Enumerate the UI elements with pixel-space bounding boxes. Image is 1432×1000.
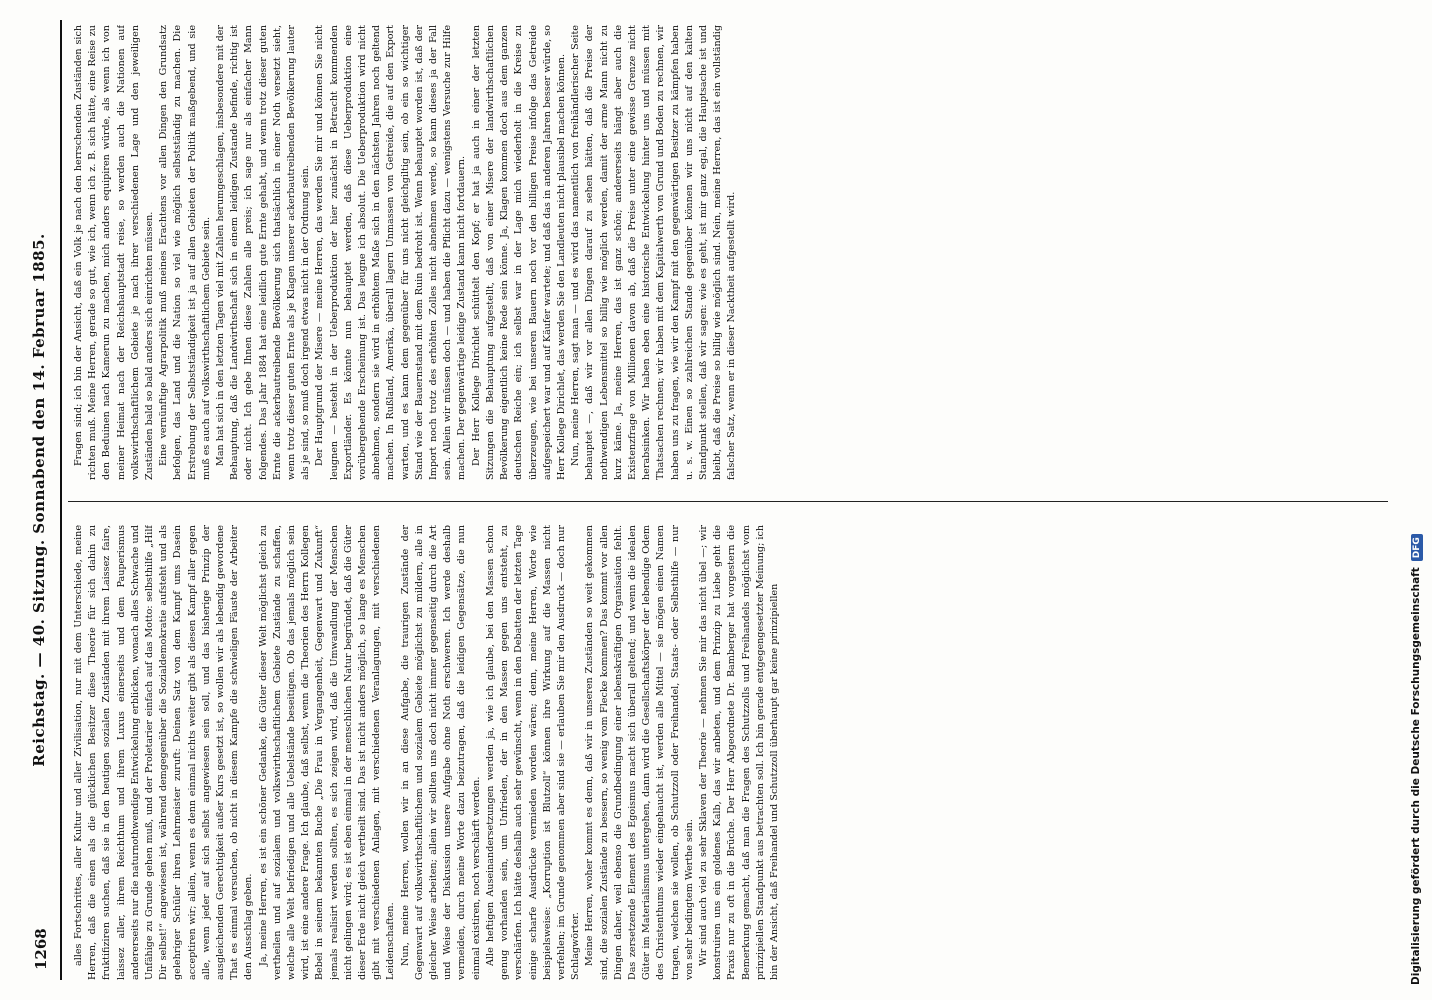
rotated-page-content: [20, 20, 1400, 980]
dfg-logo-badge: DFG: [1411, 534, 1423, 561]
paragraph: Eine vernünftige Agrarpolitik muß meines Erachtens vor allen Dingen den Grundsatz befolgen, das Land und die Nation so viel wie möglich selbstständig zu machen. Die Erstrebung der Selbstständigkeit ist ja auf allen Gebieten der Politik maßgebend, und sie muß es auch auf volkswirthschaftlichem Gebiete sein.: [158, 25, 212, 480]
paragraph: Nun, meine Herren, wollen wir in an diese Aufgabe, die traurigen Zustände der Gegenwart auf volkswirthschaftlichem und sozialem Gebiete möglichst zu mildern, alle in gleicher Weise arbeiten; allein wir sollten uns doch nicht immer gegenseitig durch die Art und Weise der Diskussion unsere Aufgabe ohne Noth erschweren. Ich werde deshalb vermeiden, durch meine Worte dazu beizutragen, daß die leidigen Gegensätze, die nun einmal existiren, noch verschärft werden.: [399, 525, 482, 980]
funding-note-text: Digitalisierung gefördert durch die Deutsche Forschungsgemeinschaft: [1410, 567, 1422, 985]
paragraph: Man hat sich in den letzten Tagen viel mit Zahlen herumgeschlagen, insbesondere mit der Behauptung, daß die Landwirthschaft sich in einem leidigen Zustande befinde, richtig ist oder nicht. Ich gebe Ihnen diese Zahlen alle preis; ich sage nur als einfacher Mann folgendes. Das Jahr 1884 hat eine leidlich gute Ernte gehabt, und wenn trotz dieser guten Ernte die ackerbautreibende Bevölkerung sich thatsächlich in einer Noth versetzt sieht, wenn trotz dieser guten Ernte als je Klagen unserer ackerbautreibenden Bevölkerung lauter als je sind, so muß doch irgend etwas nicht in der Ordnung sein.: [215, 25, 312, 480]
text-column-left: [72, 525, 1392, 980]
paragraph: Der Herr Kollege Dirichlet schüttelt den Kopf; er hat ja auch in einer der letzten Sitzungen die Behauptung aufgestellt, daß von einer Misere der landwirthschaftlichen Bevölkerung eigentlich keine Rede sein könne. Ja, Klagen kommen doch aus dem ganzen deutschen Reiche ein; ich selbst war in der Lage mich wiederholt in die Kreise zu überzeugen, wie bei unseren Bauern noch vor den billigen Preise infolge das Getreide aufgespeichert war und auf Käufer wartete; und daß das in anderen Jahren besser würde, so Herr Kollege Dirichlet, das werden Sie den Landleuten nicht plausibel machen können.: [470, 25, 567, 480]
paragraph: Meine Herren, woher kommt es denn, daß wir in unseren Zuständen so weit gekommen sind, die sozialen Zustände zu bessern, so wenig vom Flecke kommen? Das kommt vor allen Dingen daher, weil ebenso die Grundbedingung einer lebenskräftigen Organisation fehlt. Das zersetzende Element des Egoismus macht sich überall geltend; und wenn die idealen Güter im Materialismus untergehen, dann wird die Gesellschaftskörper der lebendige Odem des Christenthums wieder eingehaucht ist, werden alle Mittel — sie mögen einen Namen tragen, welchen sie wollen, ob Schutzzoll oder Freihandel, Staats- oder Selbsthilfe — nur von sehr bedingtem Werthe sein.: [584, 525, 695, 980]
paragraph: Wir sind auch viel zu sehr Sklaven der Theorie — nehmen Sie mir das nicht übel —; wir konstruiren uns ein goldenes Kalb, das wir anbeten, und dem Prinzip zu Liebe geht die Praxis nur zu oft in die Brüche. Der Herr Abgeordnete Dr. Bamberger hat vorgestern die Bemerkung gemacht, daß man die Fragen des Schutzzolls und Freihandels möglichst vom prinzipiellen Standpunkt aus betrachten soll. Ich bin gerade entgegengesetzter Meinung; ich bin der Ansicht, daß Freihandel und Schutzzoll überhaupt gar keine prinzipiellen: [697, 525, 780, 980]
paragraph: alles Fortschrittes, aller Kultur und aller Zivilisation, nur mit dem Unterschiede, meine Herren, daß die einen als die glücklichen Besitzer diese Theorie für sich dahin zu fruktifiziren suchen, daß sie in den heutigen sozialen Zuständen mit ihrem Laissez faire, laissez aller, ihrem Reichthum und ihrem Luxus einerseits und dem Pauperismus andererseits nur die naturnothwendige Entwickelung erblicken, wonach alles Schwache und Unfähige zu Grunde gehen muß, und der Proletarier einfach auf das Motto: selbsthilfe „Hilf Dir selbst!“ angewiesen ist, während demgegenüber die Sozialdemokratie aufsteht und als gelehriger Schüler ihren Lehrmeister zuruft: Deinen Satz von dem Kampf ums Dasein acceptiren wir; allein, wenn es denn einmal nichts weiter gibt als diesen Kampf aller gegen alle, wenn jeder auf sich selbst angewiesen sein soll, und das bisherige Prinzip der ausgleichenden Gerechtigkeit außer Kurs gesetzt ist, so wollen wir als lebendig gewordene That es einmal versuchen, ob nicht in diesem Kampfe die schwieligen Fäuste der Arbeiter den Ausschlag geben.: [73, 525, 255, 980]
funding-strip: [1405, 0, 1432, 1000]
paragraph: Der Hauptgrund der Misere — meine Herren, das werden Sie mir und können Sie nicht leugnen — besteht in der Ueberproduktion der hier zunächst in Betracht kommenden Exportländer. Es könnte nun behauptet werden, daß diese Ueberproduktion eine vorübergehende Erscheinung ist. Das leugne ich absolut. Die Ueberproduktion wird nicht abnehmen, sondern sie wird in erhöhtem Maße sich in den nächsten Jahren noch geltend machen. In Rußland, Amerika, überall lagern Unmassen von Getreide, die auf den Export warten, und es kann dem gegenüber für uns nicht gleichgiltig sein, ob ein so wichtiger Stand wie der Bauernstand mit dem Ruin bedroht ist. Wenn behauptet worden ist, daß der Import noch trotz des erhöhten Zolles nicht abnehmen werde, so kann dieses ja der Fall sein. Allein wir müssen doch — und haben die Pflicht dazu — wenigstens Versuche zur Hilfe machen. Der gegenwärtige leidige Zustand kann nicht fortdauern.: [314, 25, 468, 480]
paragraph: Nun, meine Herren, sagt man — und es wird das namentlich von freihändlerischer Seite behauptet —, daß wir vor allen Dingen darauf zu sehen hätten, daß die Preise der nothwendigen Lebensmittel so billig wie möglich werden, damit der arme Mann nicht zu kurz käme. Ja, meine Herren, das ist ganz schön; andererseits hängt aber auch die Existenzfrage von Millionen davon ab, daß die Preise unter eine gewisse Grenze nicht herabsinken. Wir haben eben eine historische Entwickelung hinter uns und müssen mit Thatsachen rechnen; wir haben mit dem Kapitalwerth von Grund und Boden zu rechnen, wir haben uns zu fragen, wie wir den Kampf mit den gegenwärtigen Besitzer zu kämpfen haben u. s. w. Einen so zahlreichen Stande gegenüber können wir uns nicht auf den kalten Standpunkt stellen, daß wir sagen: wie es geht, ist mir ganz egal, die Hauptsache ist und bleibt, daß die Preise so billig wie möglich sind. Nein, meine Herren, das ist ein vollständig falscher Satz, wenn er in dieser Nacktheit aufgestellt wird.: [570, 25, 738, 480]
paragraph: Ja, meine Herren, es ist ein schöner Gedanke, die Güter dieser Welt möglichst gleich zu vertheilen und auf sozialem und volkswirthschaftlichem Gebiete Zustände zu schaffen, welche alle Welt befriedigen und alle Uebelstände beseitigen. Ob das jemals möglich sein wird, ist eine andere Frage. Ich glaube, daß selbst, wenn die Theorien des Herrn Kollegen Bebel in seinem bekannten Buche „Die Frau in Vergangenheit, Gegenwart und Zukunft“ jemals realisirt werden sollten, es sich zeigen wird, daß die Umwandlung der Menschen nicht gelingen wird; es ist eben einmal in der menschlichen Natur begründet, daß die Güter dieser Erde nicht gleich vertheilt sind. Das ist nicht anders möglich, so lange es Menschen gibt mit verschiedenen Anlagen, mit verschiedenen Veranlagungen, mit verschiedenen Leidenschaften.: [257, 525, 397, 980]
text-column-right: [72, 25, 1392, 480]
running-head: Reichstag. — 40. Sitzung. Sonnabend den 14. Februar 1885.: [30, 233, 48, 767]
paragraph: Fragen sind; ich bin der Ansicht, daß ein Volk je nach den herrschenden Zuständen sich richten muß. Meine Herren, gerade so gut, wie ich, wenn ich z. B. sich hätte, eine Reise zu den Beduinen nach Kamerun zu machen, mich anders equipiren würde, als wenn ich von meiner Heimat nach der Reichshauptstadt reise, so werden auch die Nationen auf volkswirthschaftlichem Gebiete je nach ihrer verschiedenen Lage und den jeweiligen Zuständen bald so bald anders sich einrichten müssen.: [73, 25, 156, 480]
page-header: [20, 20, 62, 980]
paragraph: Alle heftigen Auseinandersetzungen werden ja, wie ich glaube, bei den Massen schon genug vorhanden sein, um Unfrieden, der in den Massen gegen uns entsteht, zu verschärfen. Ich hätte deshalb auch sehr gewünscht, wenn in den Debatten der letzten Tage einige scharfe Ausdrücke vermieden worden wären; denn, meine Herren, Worte wie beispielsweise: „Korruption ist Blutzoll“ können ihre Wirkung auf die Massen nicht verfehlen; im Grunde genommen aber sind sie — erlauben Sie mir den Ausdruck — doch nur Schlagwörter.: [484, 525, 582, 980]
column-divider: [68, 501, 1388, 502]
page-number: 1268: [32, 928, 50, 970]
funding-note: [1410, 5, 1423, 985]
